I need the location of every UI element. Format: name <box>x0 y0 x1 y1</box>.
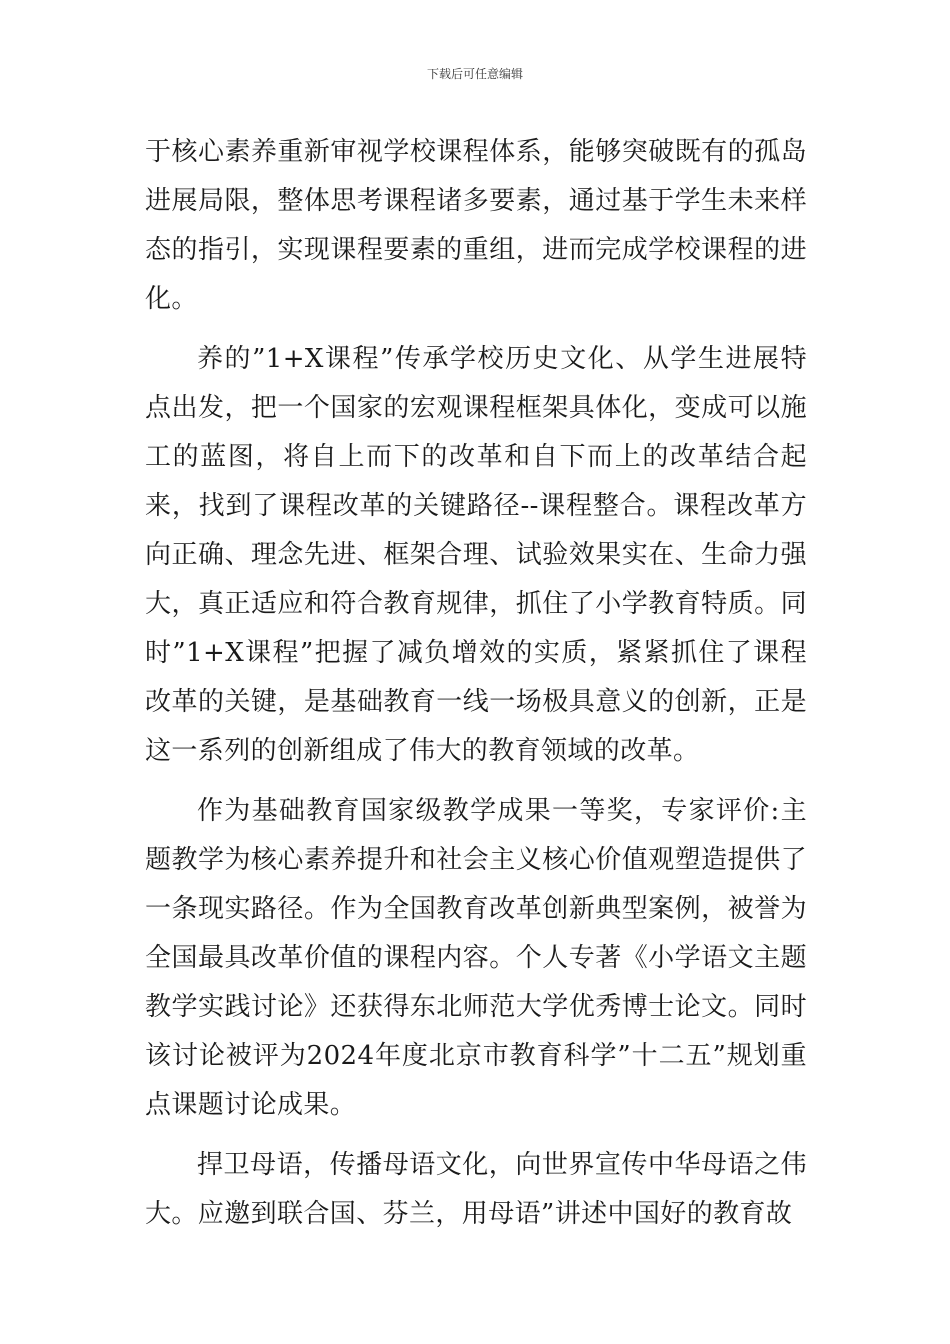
document-body <box>145 128 807 1250</box>
paragraph-2: 养的”1+X课程”传承学校历史文化、从学生进展特点出发，把一个国家的宏观课程框架具体化，变成可以施工的蓝图，将自上而下的改革和自下而上的改革结合起来，找到了课程改革的关键路径--课程整合。课程改革方向正确、理念先进、框架合理、试验效果实在、生命力强大，真正适应和符合教育规律，抓住了小学教育特质。同时”1+X课程”把握了减负增效的实质，紧紧抓住了课程改革的关键，是基础教育一线一场极具意义的创新，正是这一系列的创新组成了伟大的教育领域的改革。 <box>145 344 807 766</box>
paragraph-3: 作为基础教育国家级教学成果一等奖，专家评价:主题教学为核心素养提升和社会主义核心价值观塑造提供了一条现实路径。作为全国教育改革创新典型案例，被誉为全国最具改革价值的课程内容。个人专著《小学语文主题教学实践讨论》还获得东北师范大学优秀博士论文。同时该讨论被评为2024年度北京市教育科学”十二五”规划重点课题讨论成果。 <box>145 796 807 1120</box>
paragraph-1: 于核心素养重新审视学校课程体系，能够突破既有的孤岛进展局限，整体思考课程诸多要素，通过基于学生未来样态的指引，实现课程要素的重组，进而完成学校课程的进化。 <box>145 137 807 314</box>
paragraph-4: 捍卫母语，传播母语文化，向世界宣传中华母语之伟大。应邀到联合国、芬兰，用母语”讲述中国好的教育故 <box>145 1150 807 1229</box>
page-header: 下载后可任意编辑 <box>426 67 523 81</box>
